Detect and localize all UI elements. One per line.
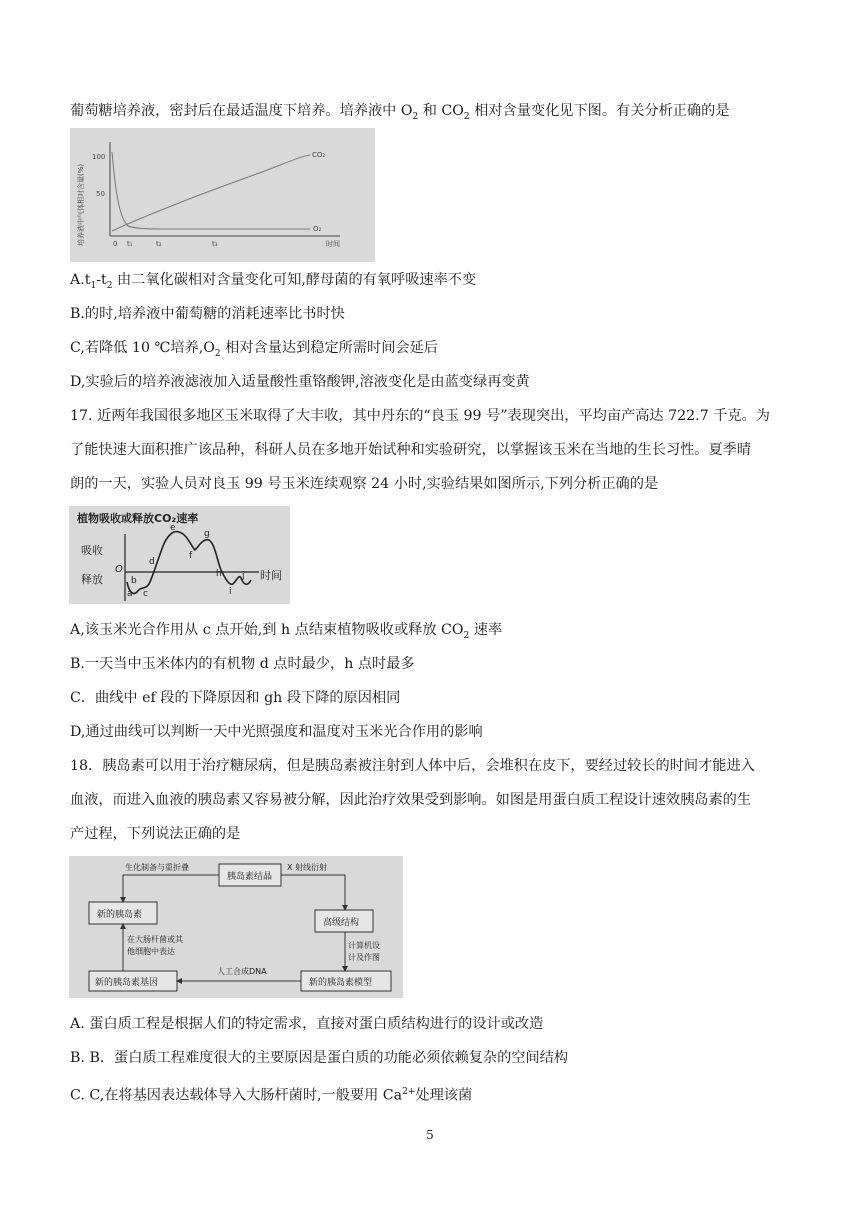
q17-option-c: C．曲线中 ef 段的下降原因和 gh 段下降的原因相同 <box>70 690 401 706</box>
svg-text:人工合成DNA: 人工合成DNA <box>217 967 267 976</box>
svg-text:胰岛素结晶: 胰岛素结晶 <box>227 872 273 882</box>
q17-point-h: h <box>216 569 222 579</box>
svg-text:计及作图: 计及作图 <box>348 953 380 962</box>
q17-point-a: a <box>127 589 133 599</box>
q16-gas-content-figure <box>70 128 375 262</box>
q16-t1: t₁ <box>127 240 133 248</box>
q18-option-a: A. 蛋白质工程是根据人们的特定需求，直接对蛋白质结构进行的设计或改造 <box>70 1016 544 1032</box>
q16-t3: t₃ <box>212 240 218 248</box>
q17-point-b: b <box>131 576 137 586</box>
q17-co2-rate-figure <box>69 506 290 604</box>
q17-option-b: B.一天当中玉米体内的有机物 d 点时最少，h 点时最多 <box>70 656 415 672</box>
q17-point-i: i <box>229 587 232 597</box>
q18-option-b: B. B．蛋白质工程难度很大的主要原因是蛋白质的功能必须依赖复杂的空间结构 <box>70 1050 569 1066</box>
q17-point-d: d <box>149 557 155 567</box>
q17-release-label: 释放 <box>81 573 103 586</box>
q16-option-d: D,实验后的培养液滤液加入适量酸性重铬酸钾,溶液变化是由蓝变绿再变黄 <box>70 374 530 390</box>
svg-text:他细胞中表达: 他细胞中表达 <box>127 947 175 956</box>
q16-ylabel: 培养液中气体相对含量(%) <box>77 163 85 246</box>
q16-xlabel: 时间 <box>326 240 340 248</box>
q16-ytick-50: 50 <box>96 190 105 198</box>
q16-ytick-100: 100 <box>92 153 106 161</box>
q17-title: 植物吸收或释放CO₂速率 <box>77 512 199 525</box>
q17-stem-line1: 17. 近两年我国很多地区玉米取得了大丰收，其中丹东的“良玉 99 号”表现突出，平均亩产高达 722.7 千克。为 <box>70 408 770 424</box>
q17-point-c: c <box>143 589 148 599</box>
q17-stem-line2: 了能快速大面积推广该品种，科研人员在多地开始试种和实验研究，以掌握该玉米在当地的生长习性。夏季晴 <box>70 442 752 458</box>
q16-co2-curve <box>112 155 310 231</box>
q16-co2-label: CO₂ <box>312 151 326 159</box>
svg-text:计算机设: 计算机设 <box>348 941 380 950</box>
svg-text:在大肠杆菌或其: 在大肠杆菌或其 <box>127 935 183 944</box>
q17-stem-line3: 朗的一天，实验人员对良玉 99 号玉米连续观察 24 小时,实验结果如图所示,下列分析正确的是 <box>70 476 659 492</box>
q17-absorb-label: 吸收 <box>81 544 103 557</box>
q17-origin: O <box>115 564 123 575</box>
q16-origin: 0 <box>113 240 118 248</box>
q17-point-j: j <box>242 571 245 581</box>
svg-text:新的胰岛素: 新的胰岛素 <box>97 910 143 920</box>
q16-o2-label: O₂ <box>313 225 322 233</box>
q18-stem-line1: 18．胰岛素可以用于治疗糖尿病，但是胰岛素被注射到人体中后，会堆积在皮下，要经过较长的时间才能进入 <box>70 758 755 774</box>
q18-stem-line2: 血液，而进入血液的胰岛素又容易被分解，因此治疗效果受到影响。如图是用蛋白质工程设计速效胰岛素的生 <box>70 792 752 808</box>
q18-stem-line3: 产过程，下列说法正确的是 <box>70 826 241 842</box>
q17-option-a: A,该玉米光合作用从 c 点开始,到 h 点结束植物吸收或释放 $CO_2$ 速率 <box>70 622 503 641</box>
svg-text:生化制备与重折叠: 生化制备与重折叠 <box>125 863 189 872</box>
q17-point-g: g <box>204 529 210 539</box>
svg-text:X 射线衍射: X 射线衍射 <box>287 863 328 872</box>
q17-point-e: e <box>170 523 176 533</box>
q16-t2: t₂ <box>156 240 162 248</box>
svg-text:新的胰岛素基因: 新的胰岛素基因 <box>95 978 159 988</box>
q17-xlabel: 时间 <box>260 569 282 582</box>
svg-text:新的胰岛素模型: 新的胰岛素模型 <box>309 978 373 988</box>
q17-point-f: f <box>189 551 193 561</box>
q16-option-c: C,若降低 10 ℃培养$,O_2$ 相对含量达到稳定所需时间会延后 <box>70 340 438 359</box>
q18-arrow-top-right <box>281 875 345 910</box>
q16-option-a: $A.t_1-t_2$ 由二氧化碳相对含量变化可知,酵母菌的有氧呼吸速率不变 <box>70 272 477 291</box>
q18-arrow-top-left <box>123 875 219 902</box>
q16-intro: 葡萄糖培养液，密封后在最适温度下培养。培养液中 $O_2$ 和 $CO_2$ 相对含量变化见下图。有关分析正确的是 <box>70 103 730 122</box>
q17-option-d: D,通过曲线可以判断一天中光照强度和温度对玉米光合作用的影响 <box>70 724 483 740</box>
svg-text:高级结构: 高级结构 <box>323 918 360 928</box>
q18-option-c: C. C,在将基因表达载体导入大肠杆菌时,一般要用 $Ca^{2+}$处理该菌 <box>70 1087 473 1104</box>
q18-process-diagram <box>69 856 403 998</box>
q16-option-b: B.的时,培养液中葡萄糖的消耗速率比书时快 <box>70 306 345 322</box>
q17-rate-curve <box>127 532 251 594</box>
page-number: 5 <box>426 1128 434 1142</box>
